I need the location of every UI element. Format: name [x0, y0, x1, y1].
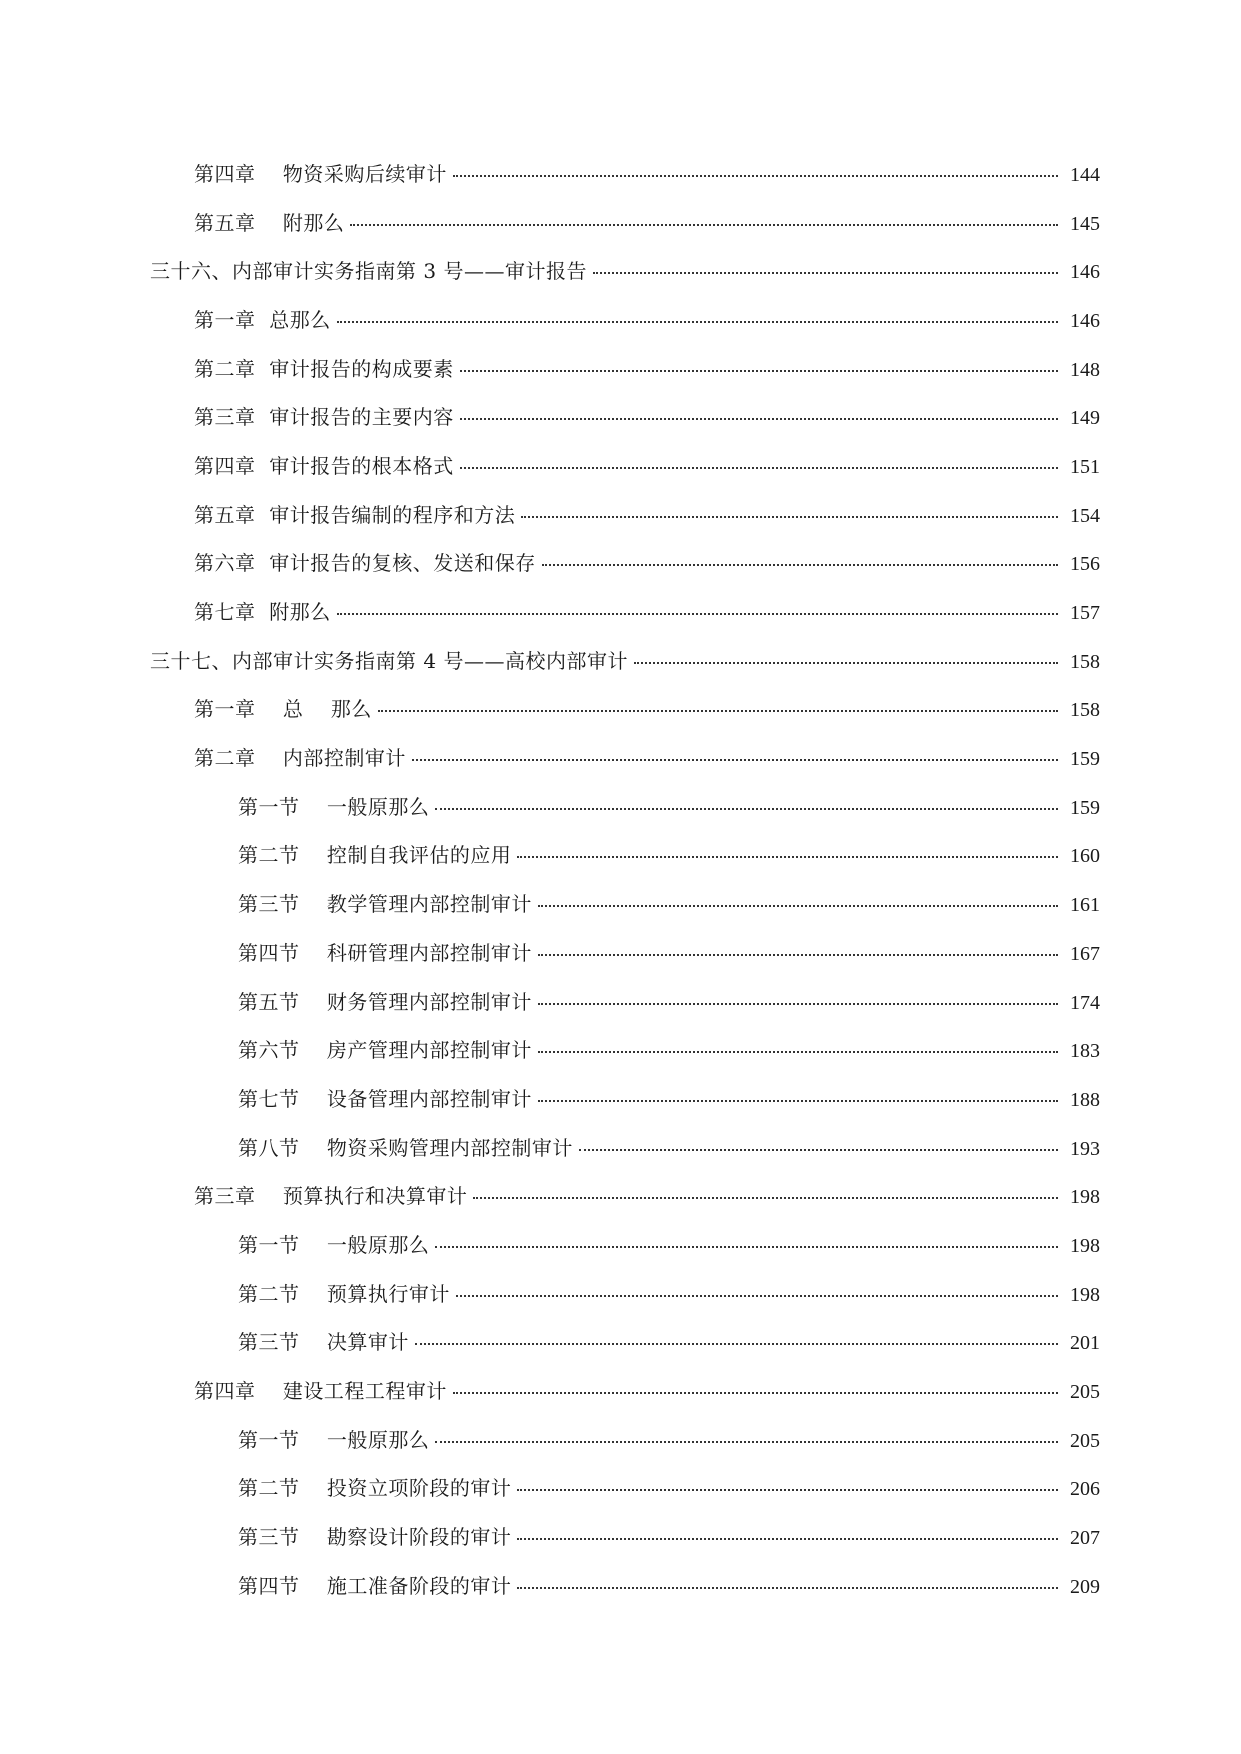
toc-page-number: 193	[1070, 1137, 1100, 1160]
dot-leader	[517, 856, 1058, 858]
toc-entry-label: 第六节 房产管理内部控制审计	[238, 1038, 532, 1063]
toc-entry[interactable]	[0, 1513, 1241, 1562]
toc-page-number: 201	[1070, 1332, 1100, 1355]
toc-entry[interactable]	[0, 880, 1241, 929]
dot-leader	[579, 1149, 1058, 1151]
toc-entry-label: 第二节 预算执行审计	[238, 1281, 450, 1306]
toc-entry[interactable]	[0, 1319, 1241, 1368]
dot-leader	[521, 516, 1058, 518]
dot-leader	[456, 1295, 1058, 1297]
toc-entry-label: 第二节 投资立项阶段的审计	[238, 1476, 512, 1501]
toc-entry-label: 三十七、内部审计实务指南第 4 号——高校内部审计	[150, 648, 628, 673]
dot-leader	[453, 1392, 1058, 1394]
toc-entry[interactable]	[0, 637, 1241, 686]
toc-page-number: 144	[1070, 163, 1100, 186]
toc-entry-label: 第一节 一般原那么	[238, 794, 430, 819]
toc-entry-label: 第四章 物资采购后续审计	[194, 161, 447, 186]
toc-page-number: 188	[1070, 1088, 1100, 1111]
toc-entry[interactable]	[0, 442, 1241, 491]
toc-entry[interactable]	[0, 1221, 1241, 1270]
toc-entry[interactable]	[0, 929, 1241, 978]
toc-page-number: 167	[1070, 942, 1100, 965]
toc-entry[interactable]	[0, 1416, 1241, 1465]
toc-entry[interactable]	[0, 247, 1241, 296]
toc-entry[interactable]	[0, 588, 1241, 637]
toc-page-number: 198	[1070, 1186, 1100, 1209]
table-of-contents	[0, 150, 1241, 1611]
toc-entry-label: 第二章 内部控制审计	[194, 746, 406, 771]
toc-entry-label: 第三章 审计报告的主要内容	[194, 405, 454, 430]
toc-entry-label: 第七章 附那么	[194, 600, 331, 625]
toc-entry[interactable]	[0, 1562, 1241, 1611]
toc-page-number: 156	[1070, 553, 1100, 576]
toc-entry[interactable]	[0, 150, 1241, 199]
toc-page-number: 206	[1070, 1478, 1100, 1501]
dot-leader	[378, 710, 1058, 712]
toc-entry-label: 第二章 审计报告的构成要素	[194, 356, 454, 381]
toc-page-number: 198	[1070, 1283, 1100, 1306]
toc-page-number: 198	[1070, 1234, 1100, 1257]
toc-entry-label: 三十六、内部审计实务指南第 3 号——审计报告	[150, 259, 587, 284]
toc-entry[interactable]	[0, 1465, 1241, 1514]
toc-entry[interactable]	[0, 491, 1241, 540]
toc-entry-label: 第五节 财务管理内部控制审计	[238, 989, 532, 1014]
toc-entry-label: 第三节 教学管理内部控制审计	[238, 892, 532, 917]
dot-leader	[538, 1051, 1058, 1053]
dot-leader	[453, 175, 1058, 177]
toc-entry[interactable]	[0, 199, 1241, 248]
toc-entry-label: 第三章 预算执行和决算审计	[194, 1184, 468, 1209]
toc-page-number: 205	[1070, 1381, 1100, 1404]
toc-entry-label: 第四节 科研管理内部控制审计	[238, 940, 532, 965]
dot-leader	[634, 662, 1058, 664]
dot-leader	[435, 1246, 1058, 1248]
toc-entry-label: 第二节 控制自我评估的应用	[238, 843, 512, 868]
dot-leader	[415, 1343, 1058, 1345]
toc-page-number: 157	[1070, 602, 1100, 625]
dot-leader	[538, 1003, 1058, 1005]
toc-page-number: 183	[1070, 1040, 1100, 1063]
toc-entry[interactable]	[0, 1075, 1241, 1124]
toc-page-number: 159	[1070, 748, 1100, 771]
toc-page-number: 160	[1070, 845, 1100, 868]
dot-leader	[538, 954, 1058, 956]
dot-leader	[337, 321, 1058, 323]
dot-leader	[435, 808, 1058, 810]
toc-page-number: 158	[1070, 650, 1100, 673]
toc-page-number: 146	[1070, 261, 1100, 284]
dot-leader	[473, 1197, 1058, 1199]
toc-entry-label: 第六章 审计报告的复核、发送和保存	[194, 551, 536, 576]
dot-leader	[538, 905, 1058, 907]
toc-entry-label: 第五章 附那么	[194, 210, 345, 235]
toc-page-number: 161	[1070, 894, 1100, 917]
dot-leader	[593, 272, 1058, 274]
toc-entry-label: 第四节 施工准备阶段的审计	[238, 1573, 512, 1598]
toc-entry-label: 第七节 设备管理内部控制审计	[238, 1086, 532, 1111]
toc-entry[interactable]	[0, 1026, 1241, 1075]
toc-entry[interactable]	[0, 832, 1241, 881]
toc-page-number: 149	[1070, 407, 1100, 430]
toc-entry[interactable]	[0, 393, 1241, 442]
toc-page-number: 145	[1070, 212, 1100, 235]
dot-leader	[542, 564, 1058, 566]
dot-leader	[412, 759, 1058, 761]
toc-page-number: 174	[1070, 991, 1100, 1014]
toc-page-number: 154	[1070, 504, 1100, 527]
dot-leader	[350, 224, 1058, 226]
toc-page-number: 148	[1070, 358, 1100, 381]
toc-page-number: 207	[1070, 1527, 1100, 1550]
toc-page-number: 146	[1070, 309, 1100, 332]
toc-page-number: 151	[1070, 455, 1100, 478]
toc-page-number: 159	[1070, 796, 1100, 819]
dot-leader	[460, 467, 1058, 469]
toc-entry[interactable]	[0, 978, 1241, 1027]
toc-entry[interactable]	[0, 1124, 1241, 1173]
toc-page-number: 158	[1070, 699, 1100, 722]
dot-leader	[517, 1489, 1058, 1491]
toc-page-number: 209	[1070, 1575, 1100, 1598]
toc-entry-label: 第四章 建设工程工程审计	[194, 1379, 447, 1404]
toc-entry[interactable]	[0, 783, 1241, 832]
dot-leader	[538, 1100, 1058, 1102]
dot-leader	[435, 1441, 1058, 1443]
dot-leader	[337, 613, 1058, 615]
dot-leader	[460, 370, 1058, 372]
toc-entry[interactable]	[0, 1172, 1241, 1221]
toc-entry-label: 第四章 审计报告的根本格式	[194, 453, 454, 478]
toc-page-number: 205	[1070, 1429, 1100, 1452]
toc-entry[interactable]	[0, 296, 1241, 345]
toc-entry[interactable]	[0, 540, 1241, 589]
toc-entry-label: 第一章 总 那么	[194, 697, 372, 722]
toc-entry[interactable]	[0, 734, 1241, 783]
toc-entry[interactable]	[0, 1270, 1241, 1319]
toc-entry-label: 第一章 总那么	[194, 307, 331, 332]
toc-entry[interactable]	[0, 1367, 1241, 1416]
toc-entry-label: 第三节 决算审计	[238, 1330, 409, 1355]
toc-entry-label: 第五章 审计报告编制的程序和方法	[194, 502, 516, 527]
toc-entry-label: 第三节 勘察设计阶段的审计	[238, 1525, 512, 1550]
toc-entry-label: 第一节 一般原那么	[238, 1427, 430, 1452]
toc-entry[interactable]	[0, 686, 1241, 735]
dot-leader	[517, 1538, 1058, 1540]
dot-leader	[460, 418, 1058, 420]
dot-leader	[517, 1587, 1058, 1589]
toc-entry-label: 第一节 一般原那么	[238, 1232, 430, 1257]
toc-entry-label: 第八节 物资采购管理内部控制审计	[238, 1135, 573, 1160]
toc-entry[interactable]	[0, 345, 1241, 394]
